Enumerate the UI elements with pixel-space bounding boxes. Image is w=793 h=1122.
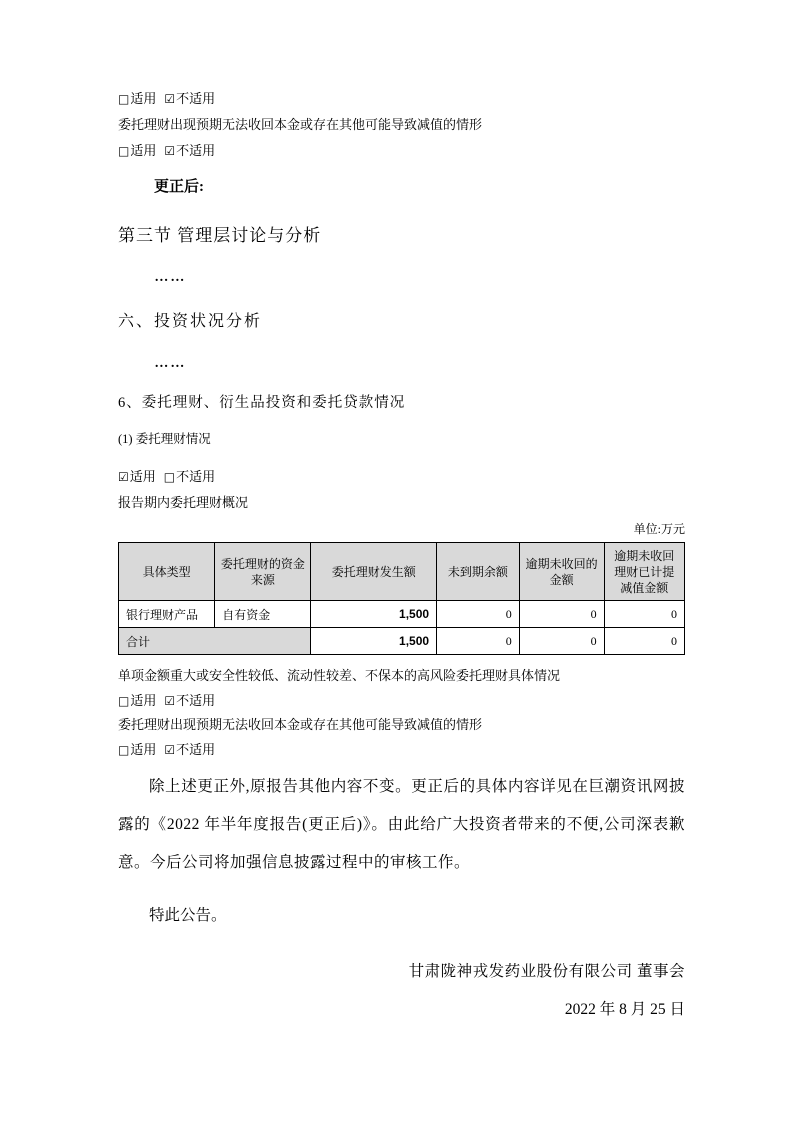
col-header-amount: 委托理财发生额	[311, 543, 437, 601]
cell-amount: 1,500	[311, 601, 437, 628]
applicability-line	[118, 689, 685, 714]
col-header-outstanding: 未到期余额	[437, 543, 520, 601]
table-row	[119, 601, 685, 628]
total-impairment: 0	[604, 628, 684, 655]
col-header-fund-source: 委托理财的资金来源	[215, 543, 311, 601]
high-risk-statement: 单项金额重大或安全性较低、流动性较差、不保本的高风险委托理财具体情况	[118, 668, 561, 683]
col-header-type: 具体类型	[119, 543, 215, 601]
cell-type: 银行理财产品	[119, 601, 215, 628]
applicable-label: 适用	[130, 91, 157, 106]
checkbox-checked-icon: ☑	[164, 144, 176, 158]
applicability-line	[118, 138, 685, 164]
section-heading: 第三节 管理层讨论与分析	[118, 226, 322, 245]
not-applicable-label: 不适用	[176, 741, 216, 757]
table-header-row	[119, 543, 685, 601]
unit-label: 单位:万元	[633, 522, 685, 536]
correction-after-label: 更正后:	[154, 179, 204, 195]
table-intro: 报告期内委托理财概况	[118, 495, 249, 510]
cell-overdue: 0	[519, 601, 604, 628]
checkbox-checked-icon: ☑	[164, 92, 176, 106]
applicable-label: 适用	[130, 741, 157, 757]
not-applicable-label: 不适用	[176, 692, 216, 708]
checkbox-checked-icon: ☑	[164, 742, 176, 757]
total-label: 合计	[119, 628, 311, 655]
sub-item-heading: (1) 委托理财情况	[118, 432, 211, 446]
impairment-statement: 委托理财出现预期无法收回本金或存在其他可能导致减值的情形	[118, 117, 483, 132]
not-applicable-label: 不适用	[176, 469, 216, 484]
col-header-impairment: 逾期未收回理财已计提减值金额	[604, 543, 684, 601]
announcement-date: 2022 年 8 月 25 日	[564, 1001, 685, 1018]
applicability-line	[118, 738, 685, 763]
cell-fund-source: 自有资金	[215, 601, 311, 628]
total-overdue: 0	[519, 628, 604, 655]
item-heading: 6、委托理财、衍生品投资和委托贷款情况	[118, 395, 406, 411]
cell-impairment: 0	[604, 601, 684, 628]
impairment-statement: 委托理财出现预期无法收回本金或存在其他可能导致减值的情形	[118, 717, 483, 732]
closing-paragraph: 除上述更正外,原报告其他内容不变。更正后的具体内容详见在巨潮资讯网披露的《2022 年半年度报告(更正后)》。由此给广大投资者带来的不便,公司深表歉意。今后公司将加强信息披露过程中的审核工作。	[118, 778, 685, 871]
ellipsis: ……	[154, 270, 187, 285]
cell-outstanding: 0	[437, 601, 520, 628]
applicability-line-checked	[118, 464, 685, 490]
checkbox-unchecked-icon: □	[118, 693, 130, 708]
applicable-label: 适用	[129, 469, 156, 484]
not-applicable-label: 不适用	[176, 143, 216, 158]
table-total-row	[119, 628, 685, 655]
subsection-heading: 六、投资状况分析	[118, 313, 263, 330]
checkbox-unchecked-icon: □	[118, 92, 130, 106]
wealth-management-table	[118, 542, 685, 655]
checkbox-checked-icon: ☑	[164, 693, 176, 708]
checkbox-unchecked-icon: □	[118, 742, 130, 757]
not-applicable-label: 不适用	[176, 91, 216, 106]
total-outstanding: 0	[437, 628, 520, 655]
checkbox-unchecked-icon: □	[118, 144, 130, 158]
applicability-line	[118, 86, 685, 112]
announcement-line: 特此公告。	[149, 907, 227, 924]
checkbox-checked-icon: ☑	[118, 470, 129, 484]
col-header-overdue: 逾期未收回的金额	[519, 543, 604, 601]
post-table-section	[118, 664, 685, 762]
company-signature: 甘肃陇神戎发药业股份有限公司 董事会	[408, 963, 685, 980]
applicable-label: 适用	[130, 692, 157, 708]
ellipsis: ……	[154, 356, 187, 371]
total-amount: 1,500	[311, 628, 437, 655]
checkbox-unchecked-icon: □	[163, 470, 176, 484]
applicable-label: 适用	[130, 143, 157, 158]
